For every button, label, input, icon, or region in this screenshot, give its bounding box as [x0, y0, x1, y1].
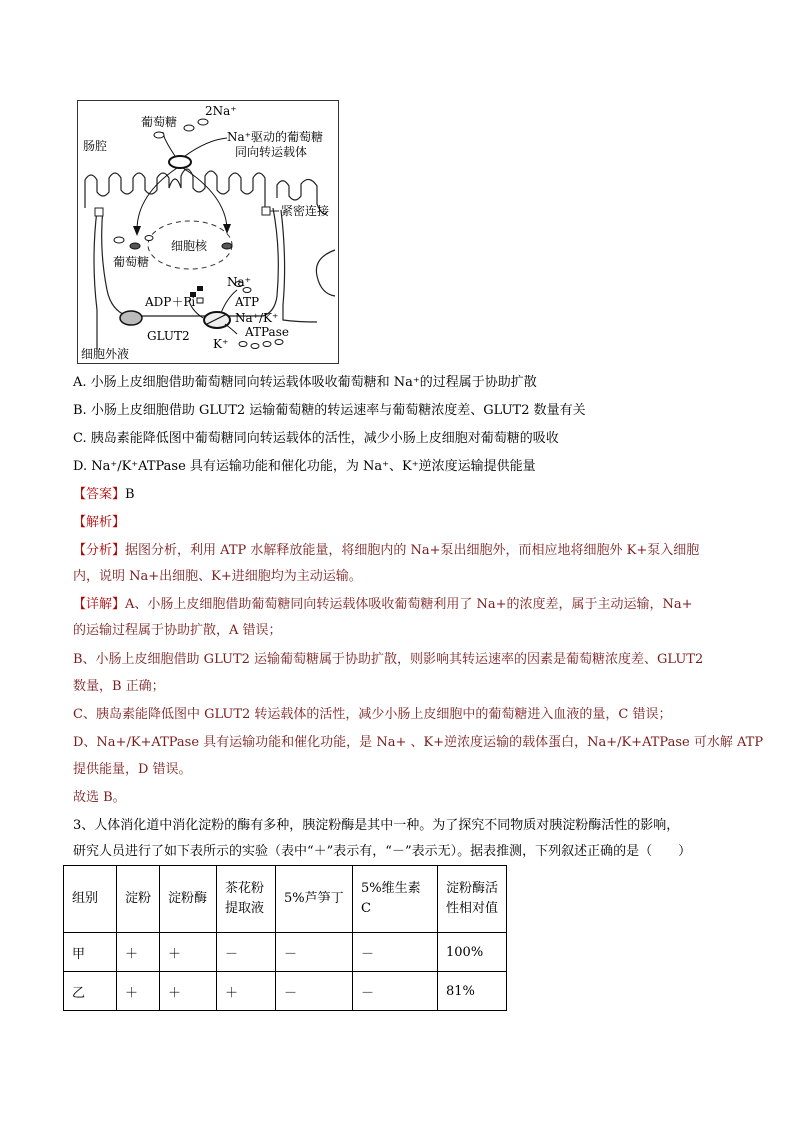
label-napk-2: ATPase — [245, 325, 289, 339]
answer-line — [73, 486, 135, 504]
analysis-line-1 — [73, 542, 699, 560]
label-2na: 2Na⁺ — [205, 104, 237, 118]
cotransporter-icon — [169, 156, 191, 168]
cell: ＋ — [117, 933, 160, 972]
label-lumen: 肠腔 — [83, 139, 108, 153]
analysis-tag: 【分析】 — [73, 543, 126, 558]
answer-value: B — [125, 487, 135, 502]
header-group: 组别 — [64, 866, 117, 933]
header-asparagus: 5%芦笋丁 — [276, 866, 353, 933]
header-activity: 淀粉酶活 性相对值 — [438, 866, 507, 933]
table-row — [64, 933, 507, 972]
label-glucose-cell: 葡萄糖 — [113, 255, 150, 269]
cell: － — [217, 933, 276, 972]
detail-b-2: 数量，B 正确； — [73, 679, 165, 694]
label-tight-junction: 紧密连接 — [281, 204, 330, 218]
q3-line-1: 3、人体消化道中消化淀粉的酶有多种，胰淀粉酶是其中一种。为了探究不同物质对胰淀粉酶活性的影响， — [73, 818, 680, 833]
analysis-line-2: 内，说明 Na+出细胞、K+进细胞均为主动运输。 — [73, 569, 362, 584]
cell: － — [353, 933, 438, 972]
cell: － — [353, 972, 438, 1011]
detail-a-1 — [73, 596, 693, 614]
option-b: B. 小肠上皮细胞借助 GLUT2 运输葡萄糖的转运速率与葡萄糖浓度差、GLUT2 数量有关 — [73, 403, 586, 418]
cell: － — [276, 933, 353, 972]
cell: ＋ — [217, 972, 276, 1011]
label-ecf: 细胞外液 — [81, 347, 130, 361]
header-amylase: 淀粉酶 — [160, 866, 217, 933]
cell: － — [276, 972, 353, 1011]
header-vitamin-c: 5%维生素 C — [353, 866, 438, 933]
detail-d-2: 提供能量，D 错误。 — [73, 762, 192, 777]
q3-line-2: 研究人员进行了如下表所示的实验（表中“＋”表示有，“－”表示无）。据表推测，下列叙述正确的是（ ） — [73, 844, 692, 859]
label-glucose-top: 葡萄糖 — [141, 115, 178, 129]
label-napk-1: Na⁺/K⁺ — [235, 311, 279, 325]
label-k-in: K⁺ — [213, 337, 229, 351]
table-row — [64, 972, 507, 1011]
option-d: D. Na⁺/K⁺ATPase 具有运输功能和催化功能，为 Na⁺、K⁺逆浓度运输提供能量 — [73, 459, 536, 474]
analysis-text-1: 据图分析，利用 ATP 水解释放能量，将细胞内的 Na+泵出细胞外，而相应地将细胞外 K+泵入细胞 — [125, 543, 700, 558]
cell: ＋ — [160, 972, 217, 1011]
cell: 乙 — [64, 972, 117, 1011]
option-a: A. 小肠上皮细胞借助葡萄糖同向转运载体吸收葡萄糖和 Na⁺的过程属于协助扩散 — [73, 375, 537, 390]
cell: 甲 — [64, 933, 117, 972]
label-cotransporter-1: Na⁺驱动的葡萄糖 — [227, 130, 323, 144]
detail-choose: 故选 B。 — [73, 790, 126, 805]
experiment-table — [63, 865, 507, 1011]
detail-tag: 【详解】 — [73, 597, 126, 612]
detail-a-2: 的运输过程属于协助扩散，A 错误； — [73, 623, 282, 638]
label-adp: ADP＋Pi — [145, 295, 196, 309]
detail-a-text: A、小肠上皮细胞借助葡萄糖同向转运载体吸收葡萄糖利用了 Na+的浓度差，属于主动运输，Na+ — [125, 597, 693, 612]
tight-junction-left — [95, 208, 103, 216]
label-atp: ATP — [235, 295, 260, 309]
table-header-row — [64, 866, 507, 933]
glut2-icon — [120, 311, 142, 325]
label-na-out: Na⁺ — [227, 275, 251, 289]
option-c: C. 胰岛素能降低图中葡萄糖同向转运载体的活性，减少小肠上皮细胞对葡萄糖的吸收 — [73, 431, 559, 446]
detail-d-1: D、Na+/K+ATPase 具有运输功能和催化功能，是 Na+ 、K+逆浓度运输的载体蛋白，Na+/K+ATPase 可水解 ATP — [73, 735, 764, 750]
tight-junction-right — [262, 207, 270, 215]
label-nucleus: 细胞核 — [171, 239, 208, 253]
answer-tag: 【答案】 — [73, 487, 126, 502]
label-cotransporter-2: 同向转运载体 — [235, 145, 308, 159]
cell: 100% — [438, 933, 507, 972]
membrane-transport-diagram — [77, 100, 339, 364]
cell: 81% — [438, 972, 507, 1011]
label-glut2: GLUT2 — [147, 329, 190, 343]
detail-c-1: C、胰岛素能降低图中 GLUT2 转运载体的活性，减少小肠上皮细胞中的葡萄糖进入血液的量，C 错误； — [73, 707, 672, 722]
detail-b-1: B、小肠上皮细胞借助 GLUT2 运输葡萄糖属于协助扩散，则影响其转运速率的因素是葡萄糖浓度差、GLUT2 — [73, 652, 704, 667]
analysis-heading: 【解析】 — [73, 515, 126, 530]
cell: ＋ — [117, 972, 160, 1011]
cell: ＋ — [160, 933, 217, 972]
header-starch: 淀粉 — [117, 866, 160, 933]
header-tea-pollen: 茶花粉 提取液 — [217, 866, 276, 933]
